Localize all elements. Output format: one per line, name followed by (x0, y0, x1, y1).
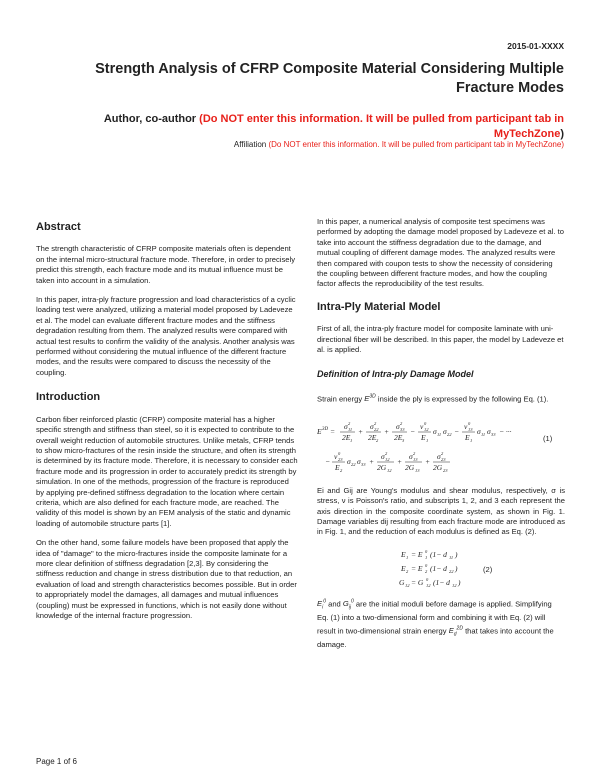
svg-text:12: 12 (405, 582, 410, 588)
svg-text:(1− d: (1− d (430, 549, 447, 559)
equation-1-number: (1) (543, 433, 553, 443)
svg-text:E: E (421, 432, 426, 442)
svg-text:2: 2 (374, 420, 377, 426)
svg-text:σ: σ (357, 456, 361, 466)
svg-text:2: 2 (413, 450, 416, 456)
abstract-paragraph-2: In this paper, intra-ply fracture progression and load characteristics of a cyclic loading test were analyzed, utilizing a material model proposed by Ladeveze et al. The model can evaluate different fracture modes and the stiffness degradation resulting from them. The analyzed results were compared with actual test results to confirm the validity of the analysis. Another analysis was performed without considering the mutual influence of the different fracture modes, and the results were compared to discuss the necessity of the coupling. (36, 295, 296, 377)
intraply-paragraph: First of all, the intra-ply fracture model for composite laminate with uni-directional fiber will be described. In this paper, the model by Ladeveze et al. is applied. (317, 324, 564, 355)
left-column (36, 222, 298, 630)
svg-text:): ) (458, 577, 461, 587)
strain-energy-symbol: $E^{3D}$ (364, 393, 376, 404)
svg-text:33: 33 (491, 431, 496, 437)
svg-text:0: 0 (426, 576, 429, 582)
right-column (317, 217, 565, 660)
svg-text:σ: σ (381, 451, 385, 461)
svg-text:2E: 2E (368, 432, 377, 442)
svg-text:+: + (358, 426, 364, 436)
affiliation-note-open: ( (268, 140, 272, 149)
svg-text:−: − (454, 426, 460, 436)
svg-text:E: E (401, 549, 406, 559)
svg-text:1: 1 (425, 554, 428, 560)
initial-modulus-g-symbol: $G_{ij}^0$ (342, 598, 354, 611)
svg-text:3: 3 (402, 437, 405, 443)
svg-text:2: 2 (441, 450, 444, 456)
svg-text:2: 2 (340, 467, 343, 473)
svg-text:): ) (455, 563, 458, 573)
equation-2 (317, 547, 565, 591)
svg-text:11: 11 (481, 431, 486, 437)
svg-text:G: G (399, 577, 405, 587)
svg-text:11: 11 (449, 554, 454, 560)
author-note-open: ( (199, 113, 203, 125)
svg-text:22: 22 (351, 461, 356, 467)
svg-text:2E: 2E (342, 432, 351, 442)
svg-text:2G: 2G (405, 462, 415, 472)
svg-text:2: 2 (406, 568, 409, 574)
svg-text:ν: ν (420, 421, 424, 431)
svg-text:= G: = G (411, 577, 424, 587)
svg-text:22: 22 (447, 431, 452, 437)
affiliation-note-close: ) (561, 140, 564, 149)
svg-text:σ: σ (409, 451, 413, 461)
right-intro-paragraph: In this paper, a numerical analysis of composite test specimens was performed by adopting the damage model proposed by Ladeveze et al. to take into account the stiffness degradation due to the damage, and mutual coupling of different damage modes. The analyzed results were then compared with coupon tests to show the necessity of considering the coupling between different fracture modes, and how the coupling factor affects the reproducibility of the test results. (317, 217, 564, 289)
svg-text:E: E (465, 432, 470, 442)
svg-text:0: 0 (425, 548, 428, 554)
svg-text:0: 0 (424, 420, 427, 426)
svg-text:2G: 2G (377, 462, 387, 472)
svg-text:2: 2 (385, 450, 388, 456)
svg-text:12: 12 (385, 456, 390, 462)
svg-text:1: 1 (470, 437, 473, 443)
svg-text:11: 11 (348, 426, 353, 432)
svg-text:13: 13 (468, 426, 473, 432)
author-names: Author, co-author (103, 113, 200, 125)
equation-1-graphic (317, 414, 565, 480)
svg-text:0: 0 (338, 450, 341, 456)
equation-2-graphic (317, 547, 565, 591)
svg-text:23: 23 (441, 456, 446, 462)
svg-text:E: E (401, 563, 406, 573)
svg-text:12: 12 (426, 582, 431, 588)
svg-text:+: + (384, 426, 390, 436)
svg-text:23: 23 (338, 456, 343, 462)
svg-text:σ: σ (477, 426, 481, 436)
svg-text:σ: σ (443, 426, 447, 436)
author-note-close: ) (560, 128, 564, 140)
document-id: 2015-01-XXXX (507, 41, 564, 51)
svg-text:11: 11 (437, 431, 442, 437)
svg-text:σ: σ (396, 421, 400, 431)
strain-energy-2d-symbol: $E_d^{2D}$ (448, 625, 463, 638)
svg-text:=: = (330, 426, 336, 436)
svg-text:12: 12 (424, 426, 429, 432)
svg-text:σ: σ (344, 421, 348, 431)
initial-modulus-e-symbol: $E_i^0$ (317, 598, 326, 611)
definition-paragraph-3: $E_i^0$ and $G_{ij}^0$ are the initial moduli before damage is applied. Simplifying Eq. (1) into a two-dimensional form and combining it with Eq. (2) will result in two-dimensional strain energy $E_d^{2D}$ that takes into account the damage. (317, 598, 554, 650)
equation-1 (317, 414, 565, 480)
definition-heading: Definition of Intra-ply Damage Model (317, 369, 474, 380)
svg-text:σ: σ (347, 456, 351, 466)
affiliation-line (44, 140, 564, 149)
introduction-paragraph-2: On the other hand, some failure models have been proposed that apply the idea of "damage" to the micro-fractures inside the composite laminate for a more clear definition of stiffness degradation [2,3]. By considering the stiffness reduction and change in stress distribution due to that reduction, an evaluation of load and strength characteristics becomes possible. But in order to appropriately model the damages, all damages and mutual influences (coupling) must be expressed in functions, which is not easily done without knowledge of the internal fracture progression. (36, 538, 297, 620)
svg-text:12: 12 (452, 582, 457, 588)
svg-text:1: 1 (406, 554, 409, 560)
svg-text:+: + (425, 456, 431, 466)
svg-text:E: E (335, 462, 340, 472)
intraply-heading: Intra-Ply Material Model (317, 300, 441, 313)
svg-text:0: 0 (425, 562, 428, 568)
svg-text:σ: σ (437, 451, 441, 461)
affiliation-note: Do NOT enter this information. It will be pulled from participant tab in MyTechZone (271, 140, 562, 149)
svg-text:−: − (325, 456, 331, 466)
author-note: Do NOT enter this information. It will be pulled from participant tab in MyTechZone (202, 113, 564, 140)
svg-text:22: 22 (374, 426, 379, 432)
introduction-paragraph-1: Carbon fiber reinforced plastic (CFRP) composite material has a higher specific strength and stiffness than steel, so it is expected to contribute to the overall weight reduction of automobile structures. Unlike metals, CFRP tends to show micro-fractures of the resin inside the structure, and often its strength is determined by its fracture mode. Therefore, it is necessary to consider each fracture mode and its progression in order to accurately predict its strength by simulation. In one of the methods, progression of the fracture is reproduced by applying pre-defined stiffness degradation to the location where certain criteria, which are also defined for each fracture mode, are reached. The validity of this model is shown by an FEM analysis of the static and dynamic loading of automobile structure parts [1]. (36, 414, 298, 528)
svg-text:−: − (410, 426, 416, 436)
definition-paragraph-2: Ei and Gij are Young's modulus and shear modulus, respectively, σ is stress, ν is Poisson's ratio, and subscripts 1, 2, and 3 each represent the axis direction in the composite coordinate system, as shown in Fig. 1. Damage variables dij resulting from each fracture mode are introduced as in Fig. 1, and the reduction of each modulus is defined as Eq. (2). (317, 485, 565, 537)
svg-text:12: 12 (387, 467, 392, 473)
svg-text:): ) (455, 549, 458, 559)
svg-text:1: 1 (426, 437, 429, 443)
svg-text:− ···: − ··· (499, 426, 512, 436)
introduction-heading: Introduction (36, 391, 101, 404)
definition-paragraph-1: Strain energy $E^{3D}$ inside the ply is expressed by the following Eq. (1). (317, 393, 549, 404)
abstract-paragraph-1: The strength characteristic of CFRP composite materials often is dependent on the internal micro-structural fracture mode. Therefore, in order to precisely predict this strength, each fracture mode and its mutual influence must be taken into account in a simulation. (36, 244, 296, 285)
svg-text:ν: ν (464, 421, 468, 431)
svg-text:13: 13 (413, 456, 418, 462)
svg-text:+: + (397, 456, 403, 466)
svg-text:E: E (317, 426, 322, 436)
svg-text:13: 13 (415, 467, 420, 473)
svg-text:σ: σ (433, 426, 437, 436)
affiliation-label: Affiliation (233, 140, 269, 149)
paper-title: Strength Analysis of CFRP Composite Material Considering Multiple Fracture Modes (95, 61, 564, 96)
svg-text:22: 22 (449, 568, 454, 574)
equation-2-number: (2) (483, 564, 493, 574)
svg-text:σ: σ (370, 421, 374, 431)
svg-text:1: 1 (350, 437, 353, 443)
svg-text:0: 0 (468, 420, 471, 426)
svg-text:33: 33 (400, 426, 405, 432)
svg-text:= E: = E (411, 563, 423, 573)
svg-text:3D: 3D (322, 426, 329, 432)
svg-text:33: 33 (361, 461, 366, 467)
svg-text:σ: σ (487, 426, 491, 436)
svg-text:(1− d: (1− d (430, 563, 447, 573)
svg-text:+: + (369, 456, 375, 466)
svg-text:2: 2 (376, 437, 379, 443)
author-line (84, 112, 564, 142)
svg-text:23: 23 (443, 467, 448, 473)
svg-text:2G: 2G (433, 462, 443, 472)
svg-text:= E: = E (411, 549, 423, 559)
svg-text:2: 2 (425, 568, 428, 574)
svg-text:2: 2 (348, 420, 351, 426)
svg-text:(1− d: (1− d (433, 577, 450, 587)
svg-text:ν: ν (334, 451, 338, 461)
svg-text:2: 2 (400, 420, 403, 426)
page-footer: Page 1 of 6 (36, 757, 77, 766)
abstract-heading: Abstract (36, 221, 81, 233)
svg-text:2E: 2E (394, 432, 403, 442)
